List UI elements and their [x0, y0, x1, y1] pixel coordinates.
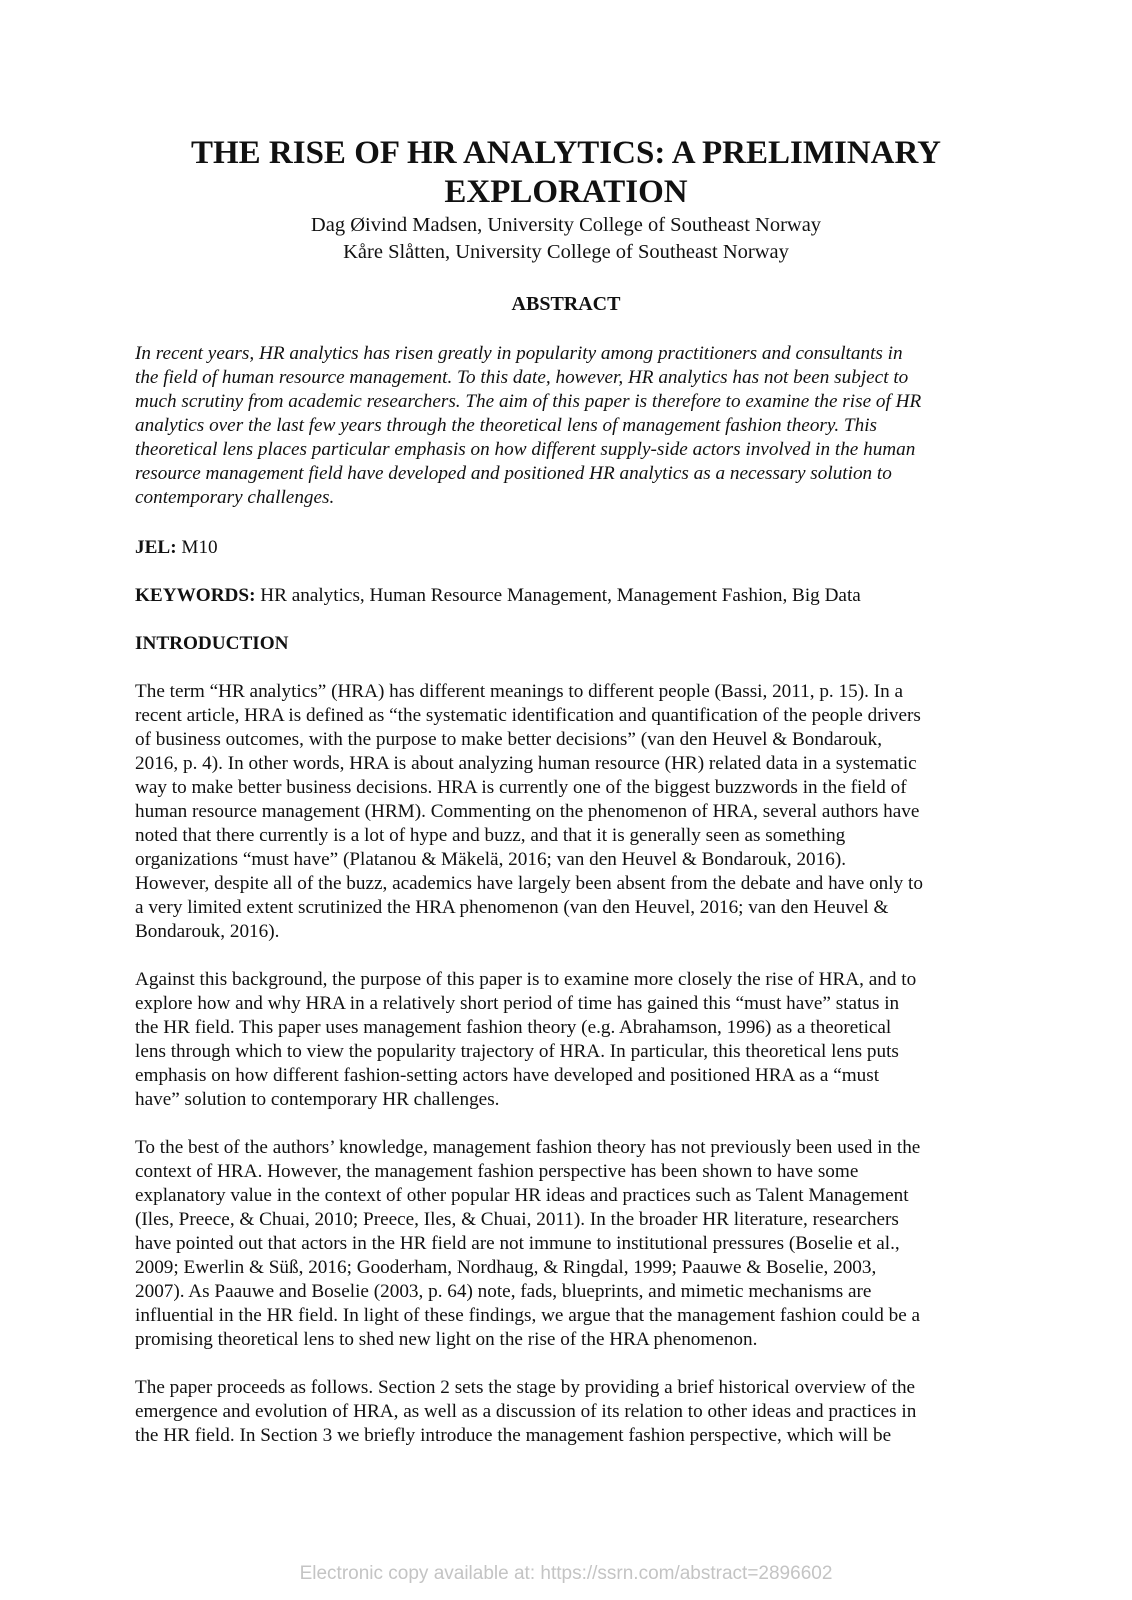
text-line: explanatory value in the context of other popular HR ideas and practices such as Talent Management: [135, 1185, 909, 1206]
abstract-heading: ABSTRACT: [511, 293, 621, 315]
text-line: To the best of the authors’ knowledge, management fashion theory has not previously been used in the: [135, 1137, 921, 1158]
abstract-line: theoretical lens places particular emphasis on how different supply-side actors involved in the human: [135, 439, 916, 460]
jel-label: JEL:: [135, 537, 177, 558]
body-paragraph: [135, 1136, 1005, 1352]
body-paragraph: [135, 1376, 1005, 1448]
jel-value: M10: [176, 537, 218, 558]
text-line: the HR field. In Section 3 we briefly introduce the management fashion perspective, which will be: [135, 1425, 892, 1446]
keywords-value: HR analytics, Human Resource Management, Management Fashion, Big Data: [255, 585, 861, 606]
abstract-line: contemporary challenges.: [135, 487, 335, 508]
text-line: noted that there currently is a lot of hype and buzz, and that it is generally seen as something: [135, 825, 846, 846]
text-line: lens through which to view the popularity trajectory of HRA. In particular, this theoretical lens puts: [135, 1041, 899, 1062]
author-list: [120, 212, 1012, 266]
abstract-line: analytics over the last few years through the theoretical lens of management fashion theory. This: [135, 415, 877, 436]
text-line: human resource management (HRM). Commenting on the phenomenon of HRA, several authors have: [135, 801, 920, 822]
body-paragraph: [135, 968, 1005, 1112]
section-heading-introduction: INTRODUCTION: [135, 633, 289, 654]
abstract-text: [135, 342, 1005, 510]
keywords: [135, 584, 861, 608]
text-line: explore how and why HRA in a relatively short period of time has gained this “must have” status in: [135, 993, 900, 1014]
title-line: EXPLORATION: [444, 174, 688, 210]
text-line: emphasis on how different fashion-setting actors have developed and positioned HRA as a “must: [135, 1065, 880, 1086]
text-line: of business outcomes, with the purpose to make better decisions” (van den Heuvel & Bondarouk,: [135, 729, 883, 750]
jel-code: [135, 536, 218, 560]
text-line: Bondarouk, 2016).: [135, 921, 280, 942]
text-line: way to make better business decisions. HRA is currently one of the biggest buzzwords in the field of: [135, 777, 907, 798]
text-line: a very limited extent scrutinized the HRA phenomenon (van den Heuvel, 2016; van den Heuvel &: [135, 897, 889, 918]
text-line: the HR field. This paper uses management fashion theory (e.g. Abrahamson, 1996) as a theoretical: [135, 1017, 892, 1038]
text-line: have pointed out that actors in the HR field are not immune to institutional pressures (Boselie et al.,: [135, 1233, 900, 1254]
author-affiliation: Dag Øivind Madsen, University College of Southeast Norway: [310, 214, 822, 236]
abstract-line: resource management field have developed and positioned HR analytics as a necessary solution to: [135, 463, 892, 484]
text-line: promising theoretical lens to shed new light on the rise of the HRA phenomenon.: [135, 1329, 758, 1350]
text-line: influential in the HR field. In light of these findings, we argue that the management fashion could be a: [135, 1305, 921, 1326]
text-line: recent article, HRA is defined as “the systematic identification and quantification of the people drivers: [135, 705, 921, 726]
abstract-line: the field of human resource management. To this date, however, HR analytics has not been subject to: [135, 367, 909, 388]
title-line: THE RISE OF HR ANALYTICS: A PRELIMINARY: [190, 135, 942, 171]
text-line: 2007). As Paauwe and Boselie (2003, p. 64) note, fads, blueprints, and mimetic mechanisms are: [135, 1281, 872, 1302]
text-line: have” solution to contemporary HR challenges.: [135, 1089, 500, 1110]
text-line: However, despite all of the buzz, academics have largely been absent from the debate and have only to: [135, 873, 923, 894]
text-line: organizations “must have” (Platanou & Mäkelä, 2016; van den Heuvel & Bondarouk, 2016).: [135, 849, 847, 870]
body-paragraph: [135, 680, 1005, 944]
abstract-line: In recent years, HR analytics has risen greatly in popularity among practitioners and consultants in: [135, 343, 903, 364]
paper-title: [120, 134, 1012, 212]
abstract-line: much scrutiny from academic researchers. The aim of this paper is therefore to examine the rise of HR: [135, 391, 922, 412]
text-line: (Iles, Preece, & Chuai, 2010; Preece, Iles, & Chuai, 2011). In the broader HR literature, researchers: [135, 1209, 899, 1230]
ssrn-footer-link[interactable]: Electronic copy available at: https://ssrn.com/abstract=2896602: [299, 1563, 833, 1584]
keywords-label: KEYWORDS:: [135, 585, 256, 606]
text-line: 2016, p. 4). In other words, HRA is about analyzing human resource (HR) related data in a systematic: [135, 753, 917, 774]
text-line: emergence and evolution of HRA, as well as a discussion of its relation to other ideas and practices in: [135, 1401, 917, 1422]
text-line: Against this background, the purpose of this paper is to examine more closely the rise of HRA, and to: [135, 969, 917, 990]
text-line: 2009; Ewerlin & Süß, 2016; Gooderham, Nordhaug, & Ringdal, 1999; Paauwe & Boselie, 2003,: [135, 1257, 877, 1278]
text-line: context of HRA. However, the management fashion perspective has been shown to have some: [135, 1161, 859, 1182]
author-affiliation: Kåre Slåtten, University College of Southeast Norway: [343, 241, 789, 263]
text-line: The paper proceeds as follows. Section 2 sets the stage by providing a brief historical overview of the: [135, 1377, 916, 1398]
text-line: The term “HR analytics” (HRA) has different meanings to different people (Bassi, 2011, p. 15). In a: [135, 681, 903, 702]
